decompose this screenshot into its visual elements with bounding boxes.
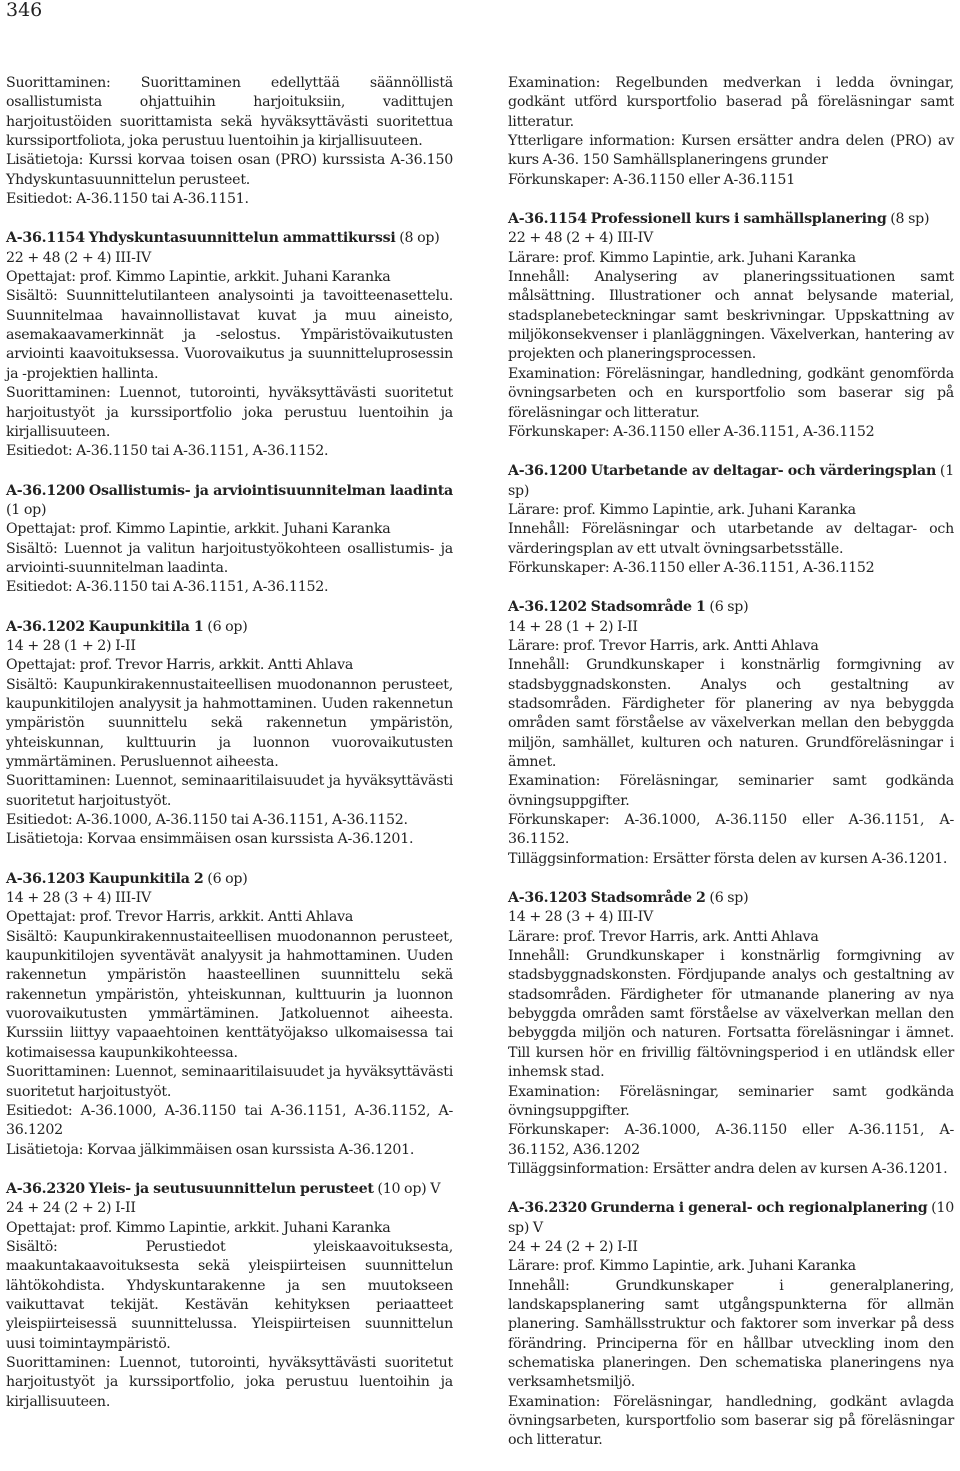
course-code: A-36.1202 bbox=[6, 618, 85, 635]
course-heading bbox=[508, 210, 954, 229]
swedish-column bbox=[508, 74, 954, 1471]
course-heading bbox=[508, 598, 954, 617]
course-line: 22 + 48 (2 + 4) III-IV bbox=[6, 249, 152, 266]
course-line: Esitiedot: A-36.1150 tai A-36.1151, A-36.1152. bbox=[6, 443, 329, 460]
course-line: Examination: Föreläsningar, handledning, godkänt avlagda övningsarbeten, kursportfolio som baserar sig på föreläsningar och litteratur. bbox=[508, 1393, 954, 1449]
course-line: Esitiedot: A-36.1000, A-36.1150 tai A-36.1151, A-36.1152. bbox=[6, 812, 408, 829]
course-line: Suorittaminen: Luennot, tutorointi, hyväksyttävästi suoritetut harjoitustyöt ja kurssiportfolio joka perustuu luentoihin ja kirjallisuuteen. bbox=[6, 385, 453, 440]
course-line: 22 + 48 (2 + 4) III-IV bbox=[508, 230, 654, 247]
course-line: Sisältö: Kaupunkirakennustaiteellisen muodonannon perusteet, kaupunkitilojen syventävät analyysit ja hahmottaminen. Uuden rakennetun ympäristön haasteellinen suunnittelu sekä rakennetun ympäristön, yhteiskunnan, kulttuurin ja luonnon vuorovaikutusten ymmärtäminen. Jatkoluennot aiheesta. Kurssiin liittyy vapaaehtoinen kenttätyöjakso ulkomaisessa tai kotimaisessa kaupunkikohteessa. bbox=[6, 928, 453, 1061]
course-line: Tilläggsinformation: Ersätter första delen av kursen A-36.1201. bbox=[508, 850, 948, 867]
course-line: Förkunskaper: A-36.1000, A-36.1150 eller A-36.1151, A-36.1152. bbox=[508, 812, 954, 848]
intro-paragraph: Förkunskaper: A-36.1150 eller A-36.1151 bbox=[508, 171, 795, 188]
course-line: 24 + 24 (2 + 2) I-II bbox=[508, 1238, 638, 1255]
course-code: A-36.1203 bbox=[6, 870, 85, 887]
course-line: Innehåll: Analysering av planeringssituationen samt målsättning. Illustrationer och annat belysande material, stadsplanebeteckningar samt beskrivningar. Uppskattning av miljökonsekvenser i planläggningen. Växelverkan, hantering av projekten och planeringsprocessen. bbox=[508, 269, 954, 363]
course-line: Suorittaminen: Luennot, tutorointi, hyväksyttävästi suoritetut harjoitustyöt ja kurssiportfolio, joka perustuu luentoihin ja kirjallisuuteen. bbox=[6, 1354, 453, 1410]
course-code: A-36.1200 bbox=[6, 482, 85, 499]
course-heading bbox=[6, 870, 453, 889]
course-line: Lärare: prof. Kimmo Lapintie, ark. Juhani Karanka bbox=[508, 249, 856, 266]
course-line: Innehåll: Föreläsningar och utarbetande av deltagar- och värderingsplan av ett utvalt övningsarbetsställe. bbox=[508, 521, 954, 557]
course-title: Kaupunkitila 1 bbox=[88, 618, 204, 635]
course-line: 14 + 28 (3 + 4) III-IV bbox=[6, 890, 152, 907]
course-line: Lärare: prof. Kimmo Lapintie, ark. Juhani Karanka bbox=[508, 501, 856, 518]
course-line: Sisältö: Luennot ja valitun harjoitustyökohteen osallistumis- ja arviointi-suunnitelman laadinta. bbox=[6, 540, 453, 576]
course-heading bbox=[508, 889, 954, 908]
course-line: Lärare: prof. Trevor Harris, ark. Antti Ahlava bbox=[508, 928, 819, 945]
course-line: Förkunskaper: A-36.1150 eller A-36.1151, A-36.1152 bbox=[508, 559, 875, 576]
course-code: A-36.1154 bbox=[508, 211, 587, 228]
course-line: Opettajat: prof. Trevor Harris, arkkit. Antti Ahlava bbox=[6, 657, 354, 674]
course-entry bbox=[6, 482, 453, 598]
course-line: 14 + 28 (3 + 4) III-IV bbox=[508, 909, 654, 926]
course-title: Stadsområde 1 bbox=[590, 599, 706, 616]
course-heading bbox=[6, 482, 453, 521]
course-entry bbox=[6, 870, 453, 1160]
course-credits: (8 sp) bbox=[886, 211, 930, 228]
course-title: Stadsområde 2 bbox=[590, 890, 706, 907]
course-credits: (10 op) V bbox=[373, 1180, 441, 1197]
course-line: Lisätietoja: Korvaa ensimmäisen osan kurssista A-36.1201. bbox=[6, 831, 414, 848]
course-title: Grunderna i general- och regionalplanering bbox=[590, 1200, 928, 1217]
course-heading bbox=[6, 1180, 453, 1199]
course-credits: (6 op) bbox=[203, 618, 248, 635]
course-title: Kaupunkitila 2 bbox=[88, 870, 204, 887]
course-entry bbox=[508, 1199, 954, 1450]
course-line: Suorittaminen: Luennot, seminaaritilaisuudet ja hyväksyttävästi suoritetut harjoitustyöt. bbox=[6, 1064, 453, 1100]
intro-paragraph: Lisätietoja: Kurssi korvaa toisen osan (PRO) kurssista A-36.150 Yhdyskuntasuunnittelun perusteet. bbox=[6, 152, 453, 188]
intro-paragraph: Suorittaminen: Suorittaminen edellyttää säännöllistä osallistumista ohjattuihin harjoituksiin, vadittujen harjoitustöiden suorittamista sekä hyväksyttävästi suoritettua kurssiportfoliota, joka perustuu luentoihin ja kirjallisuuteen. bbox=[6, 75, 453, 150]
course-line: Examination: Föreläsningar, seminarier samt godkända övningsuppgifter. bbox=[508, 773, 954, 809]
course-line: Innehåll: Grundkunskaper i konstnärlig formgivning av stadsbyggnadskonsten. Fördjupande analys och gestaltning av stadsområden. Färdigheter för utmanande planering av nya bebyggda områden samt förståelse av växelverkan mellan den bebyggda miljön och naturen. Fortsatta föreläsningar i ämnet. Till kursen hör en frivillig fältövningsperiod i en utländsk eller inhemsk stad. bbox=[508, 948, 954, 1081]
course-line: 14 + 28 (1 + 2) I-II bbox=[508, 618, 638, 635]
course-heading bbox=[508, 462, 954, 501]
course-line: Innehåll: Grundkunskaper i konstnärlig formgivning av stadsbyggnadskonsten. Analys och gestaltning av stadsområden. Färdigheter för planering av nya bebyggda områden samt förståelse av växelverkan mellan den bebyggda miljön, samhället, kulturen och naturen. Grundföreläsningar i ämnet. bbox=[508, 657, 954, 770]
course-line: Lisätietoja: Korvaa jälkimmäisen osan kurssista A-36.1201. bbox=[6, 1141, 415, 1158]
course-line: Examination: Föreläsningar, seminarier samt godkända övningsuppgifter. bbox=[508, 1083, 954, 1119]
course-line: 14 + 28 (1 + 2) I-II bbox=[6, 637, 136, 654]
intro-paragraph: Esitiedot: A-36.1150 tai A-36.1151. bbox=[6, 191, 249, 208]
course-line: Tilläggsinformation: Ersätter andra delen av kursen A-36.1201. bbox=[508, 1160, 948, 1177]
course-code: A-36.1202 bbox=[508, 599, 587, 616]
course-code: A-36.1200 bbox=[508, 463, 587, 480]
course-code: A-36.2320 bbox=[6, 1180, 85, 1197]
course-line: Examination: Föreläsningar, handledning, godkänt genomförda övningsarbeten och en kursportfolio som baserar sig på föreläsningar och litteratur. bbox=[508, 365, 954, 421]
course-title: Osallistumis- ja arviointisuunnitelman laadinta bbox=[88, 482, 454, 499]
intro-section bbox=[508, 74, 954, 190]
course-entry bbox=[6, 618, 453, 850]
intro-section bbox=[6, 74, 453, 209]
course-line: Lärare: prof. Trevor Harris, ark. Antti Ahlava bbox=[508, 637, 819, 654]
course-credits: (1 sp) bbox=[508, 463, 954, 499]
course-heading bbox=[508, 1199, 954, 1238]
course-title: Yhdyskuntasuunnittelun ammattikurssi bbox=[88, 230, 396, 247]
course-line: Opettajat: prof. Kimmo Lapintie, arkkit. Juhani Karanka bbox=[6, 269, 391, 286]
intro-paragraph: Ytterligare information: Kursen ersätter andra delen (PRO) av kurs A-36. 150 Samhällsplaneringens grunder bbox=[508, 133, 954, 169]
course-entry bbox=[6, 229, 453, 461]
course-line: Sisältö: Perustiedot yleiskaavoituksesta, maakuntakaavoituksesta sekä yleispiirteisen suunnittelun lähtökohdista. Yhdyskuntarakenne ja sen muutokseen vaikuttavat tekijät. Kestävän kehityksen periaatteet yleispiirteisessä suunnittelussa. Yleispiirteisen suunnittelun uusi toimintaympäristö. bbox=[6, 1238, 453, 1352]
course-line: Opettajat: prof. Kimmo Lapintie, arkkit. Juhani Karanka bbox=[6, 521, 391, 538]
course-credits: (6 sp) bbox=[705, 599, 749, 616]
course-credits: (10 sp) V bbox=[508, 1200, 954, 1236]
course-entry bbox=[508, 210, 954, 442]
course-line: Lärare: prof. Kimmo Lapintie, ark. Juhani Karanka bbox=[508, 1258, 856, 1275]
course-title: Professionell kurs i samhällsplanering bbox=[590, 211, 887, 228]
course-credits: (6 op) bbox=[203, 870, 248, 887]
course-title: Yleis- ja seutusuunnittelun perusteet bbox=[88, 1180, 374, 1197]
course-line: Esitiedot: A-36.1000, A-36.1150 tai A-36.1151, A-36.1152, A-36.1202 bbox=[6, 1102, 453, 1139]
course-line: Sisältö: Kaupunkirakennustaiteellisen muodonannon perusteet, kaupunkitilojen analyysit ja hahmottaminen. Uuden rakennetun ympäristön suunnittelu sekä rakennetun ympäristön, yhteiskunnan, kulttuurin ja luonnon vuorovaikutusten ymmärtäminen. Perusluennot aiheesta. bbox=[6, 676, 453, 770]
course-entry bbox=[508, 462, 954, 578]
finnish-column bbox=[6, 74, 453, 1432]
page-number: 346 bbox=[6, 0, 43, 21]
intro-paragraph: Examination: Regelbunden medverkan i ledda övningar, godkänt utförd kursportfolio baserad på föreläsningar samt litteratur. bbox=[508, 75, 954, 130]
course-line: Förkunskaper: A-36.1000, A-36.1150 eller A-36.1151, A-36.1152, A36.1202 bbox=[508, 1122, 954, 1158]
course-line: Innehåll: Grundkunskaper i generalplanering, landskapsplanering samt utgångspunkterna för allmän planering. Samhällsstruktur och faktorer som inverkar på dess förändring. Principerna för en hållbar utveckling inom den schematiska planeringen. Den schematiska planeringens nya verksamhetsmiljö. bbox=[508, 1277, 954, 1391]
course-code: A-36.2320 bbox=[508, 1200, 587, 1217]
course-code: A-36.1154 bbox=[6, 230, 85, 247]
course-line: Suorittaminen: Luennot, seminaaritilaisuudet ja hyväksyttävästi suoritetut harjoitustyöt. bbox=[6, 773, 453, 809]
course-line: Opettajat: prof. Trevor Harris, arkkit. Antti Ahlava bbox=[6, 909, 354, 926]
course-credits: (1 op) bbox=[6, 501, 47, 518]
course-credits: (8 op) bbox=[395, 230, 440, 247]
course-line: Förkunskaper: A-36.1150 eller A-36.1151, A-36.1152 bbox=[508, 423, 875, 440]
course-heading bbox=[6, 618, 453, 637]
course-code: A-36.1203 bbox=[508, 890, 587, 907]
course-heading bbox=[6, 229, 453, 248]
course-line: Esitiedot: A-36.1150 tai A-36.1151, A-36.1152. bbox=[6, 579, 329, 596]
course-entry bbox=[508, 889, 954, 1179]
course-title: Utarbetande av deltagar- och värderingsplan bbox=[590, 463, 937, 480]
course-entry bbox=[508, 598, 954, 869]
course-entry bbox=[6, 1180, 453, 1412]
course-line: Sisältö: Suunnittelutilanteen analysointi ja tavoitteenasettelu. Suunnitelmaa havainnollistavat kuvat ja muu aineisto, asemakaavamerkinnät ja -selostus. Ympäristövaikutusten arviointi kaavoituksessa. Vuorovaikutus ja suunnitteluprosessin ja -projektien hallinta. bbox=[6, 288, 453, 382]
course-credits: (6 sp) bbox=[705, 890, 749, 907]
course-line: 24 + 24 (2 + 2) I-II bbox=[6, 1200, 136, 1217]
course-line: Opettajat: prof. Kimmo Lapintie, arkkit. Juhani Karanka bbox=[6, 1219, 391, 1236]
